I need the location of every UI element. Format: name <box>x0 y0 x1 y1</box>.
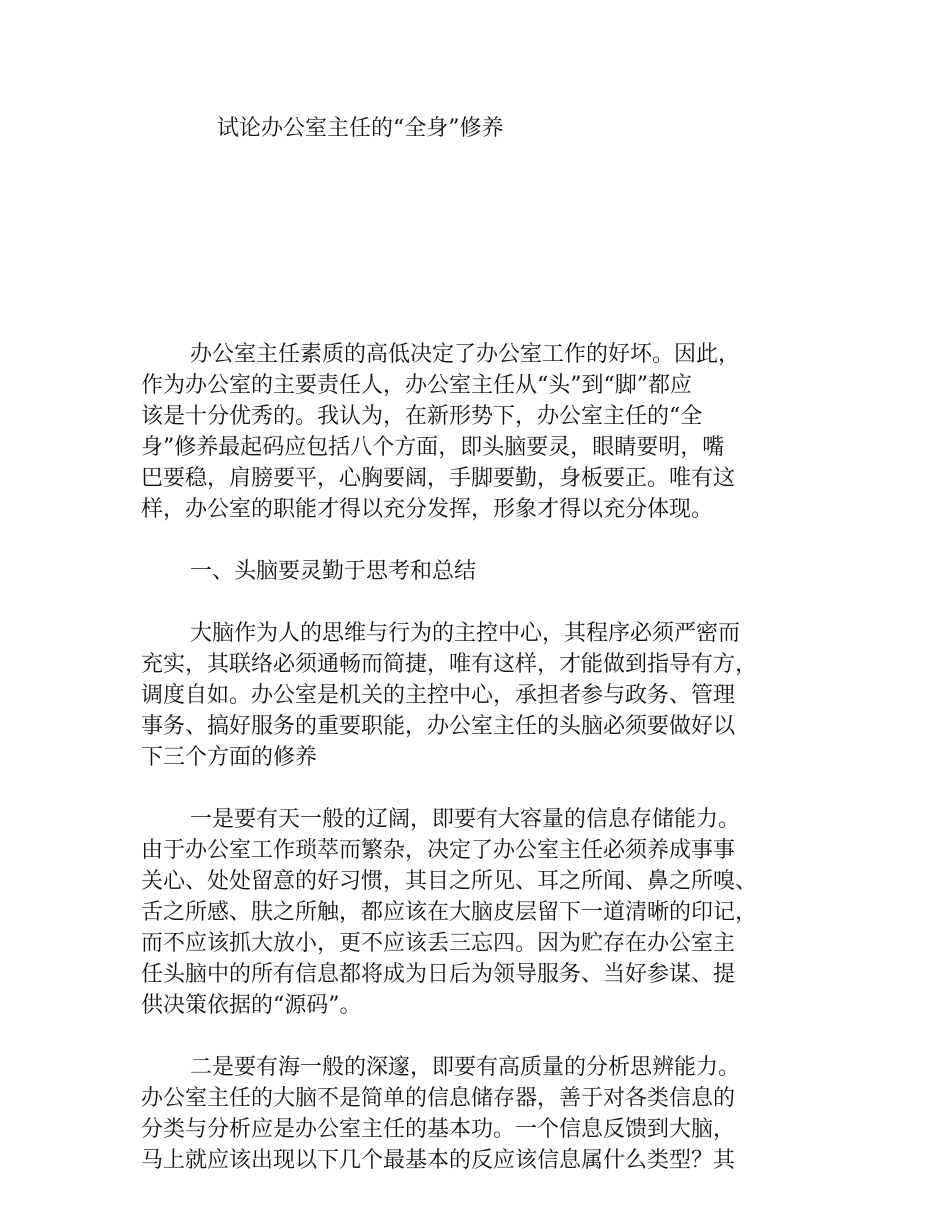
paragraph <box>141 618 831 773</box>
heading-line: 一、头脑要灵勤于思考和总结 <box>190 559 477 584</box>
paragraph <box>141 804 831 1021</box>
text-line: 分类与分析应是办公室主任的基本功。一个信息反馈到大脑， <box>141 1117 736 1142</box>
text-line: 身”修养最起码应包括八个方面，即头脑要灵，眼睛要明，嘴 <box>141 435 725 460</box>
document-title: 试论办公室主任的“全身”修养 <box>217 116 504 141</box>
text-line: 马上就应该出现以下几个最基本的反应该信息属什么类型？其 <box>141 1148 736 1173</box>
text-line: 作为办公室的主要责任人，办公室主任从“头”到“脚”都应 <box>141 373 692 398</box>
document-body <box>141 339 831 1207</box>
text-line: 办公室主任素质的高低决定了办公室工作的好坏。因此， <box>190 342 741 367</box>
section-heading <box>141 556 831 587</box>
text-line: 巴要稳，肩膀要平，心胸要阔，手脚要勤，身板要正。唯有这 <box>141 466 736 491</box>
text-line: 调度自如。办公室是机关的主控中心，承担者参与政务、管理 <box>141 683 736 708</box>
paragraph <box>141 1052 831 1176</box>
text-line: 而不应该抓大放小，更不应该丢三忘四。因为贮存在办公室主 <box>141 931 736 956</box>
text-line: 下三个方面的修养 <box>141 745 318 770</box>
text-line: 一是要有天一般的辽阔，即要有大容量的信息存储能力。 <box>190 807 741 832</box>
text-line: 充实，其联络必须通畅而简捷，唯有这样，才能做到指导有方， <box>141 652 758 677</box>
text-line: 该是十分优秀的。我认为，在新形势下，办公室主任的“全 <box>141 404 703 429</box>
text-line: 二是要有海一般的深邃，即要有高质量的分析思辨能力。 <box>190 1055 741 1080</box>
paragraph <box>141 339 831 525</box>
text-line: 关心、处处留意的好习惯，其目之所见、耳之所闻、鼻之所嗅、 <box>141 869 758 894</box>
text-line: 大脑作为人的思维与行为的主控中心，其程序必须严密而 <box>190 621 741 646</box>
text-line: 任头脑中的所有信息都将成为日后为领导服务、当好参谋、提 <box>141 962 736 987</box>
text-line: 样，办公室的职能才得以充分发挥，形象才得以充分体现。 <box>141 497 714 522</box>
text-line: 舌之所感、肤之所触，都应该在大脑皮层留下一道清晰的印记， <box>141 900 758 925</box>
text-line: 办公室主任的大脑不是简单的信息储存器，善于对各类信息的 <box>141 1086 736 1111</box>
text-line: 由于办公室工作琐萃而繁杂，决定了办公室主任必须养成事事 <box>141 838 736 863</box>
text-line: 事务、搞好服务的重要职能，办公室主任的头脑必须要做好以 <box>141 714 736 739</box>
text-line: 供决策依据的“源码”。 <box>141 993 362 1018</box>
